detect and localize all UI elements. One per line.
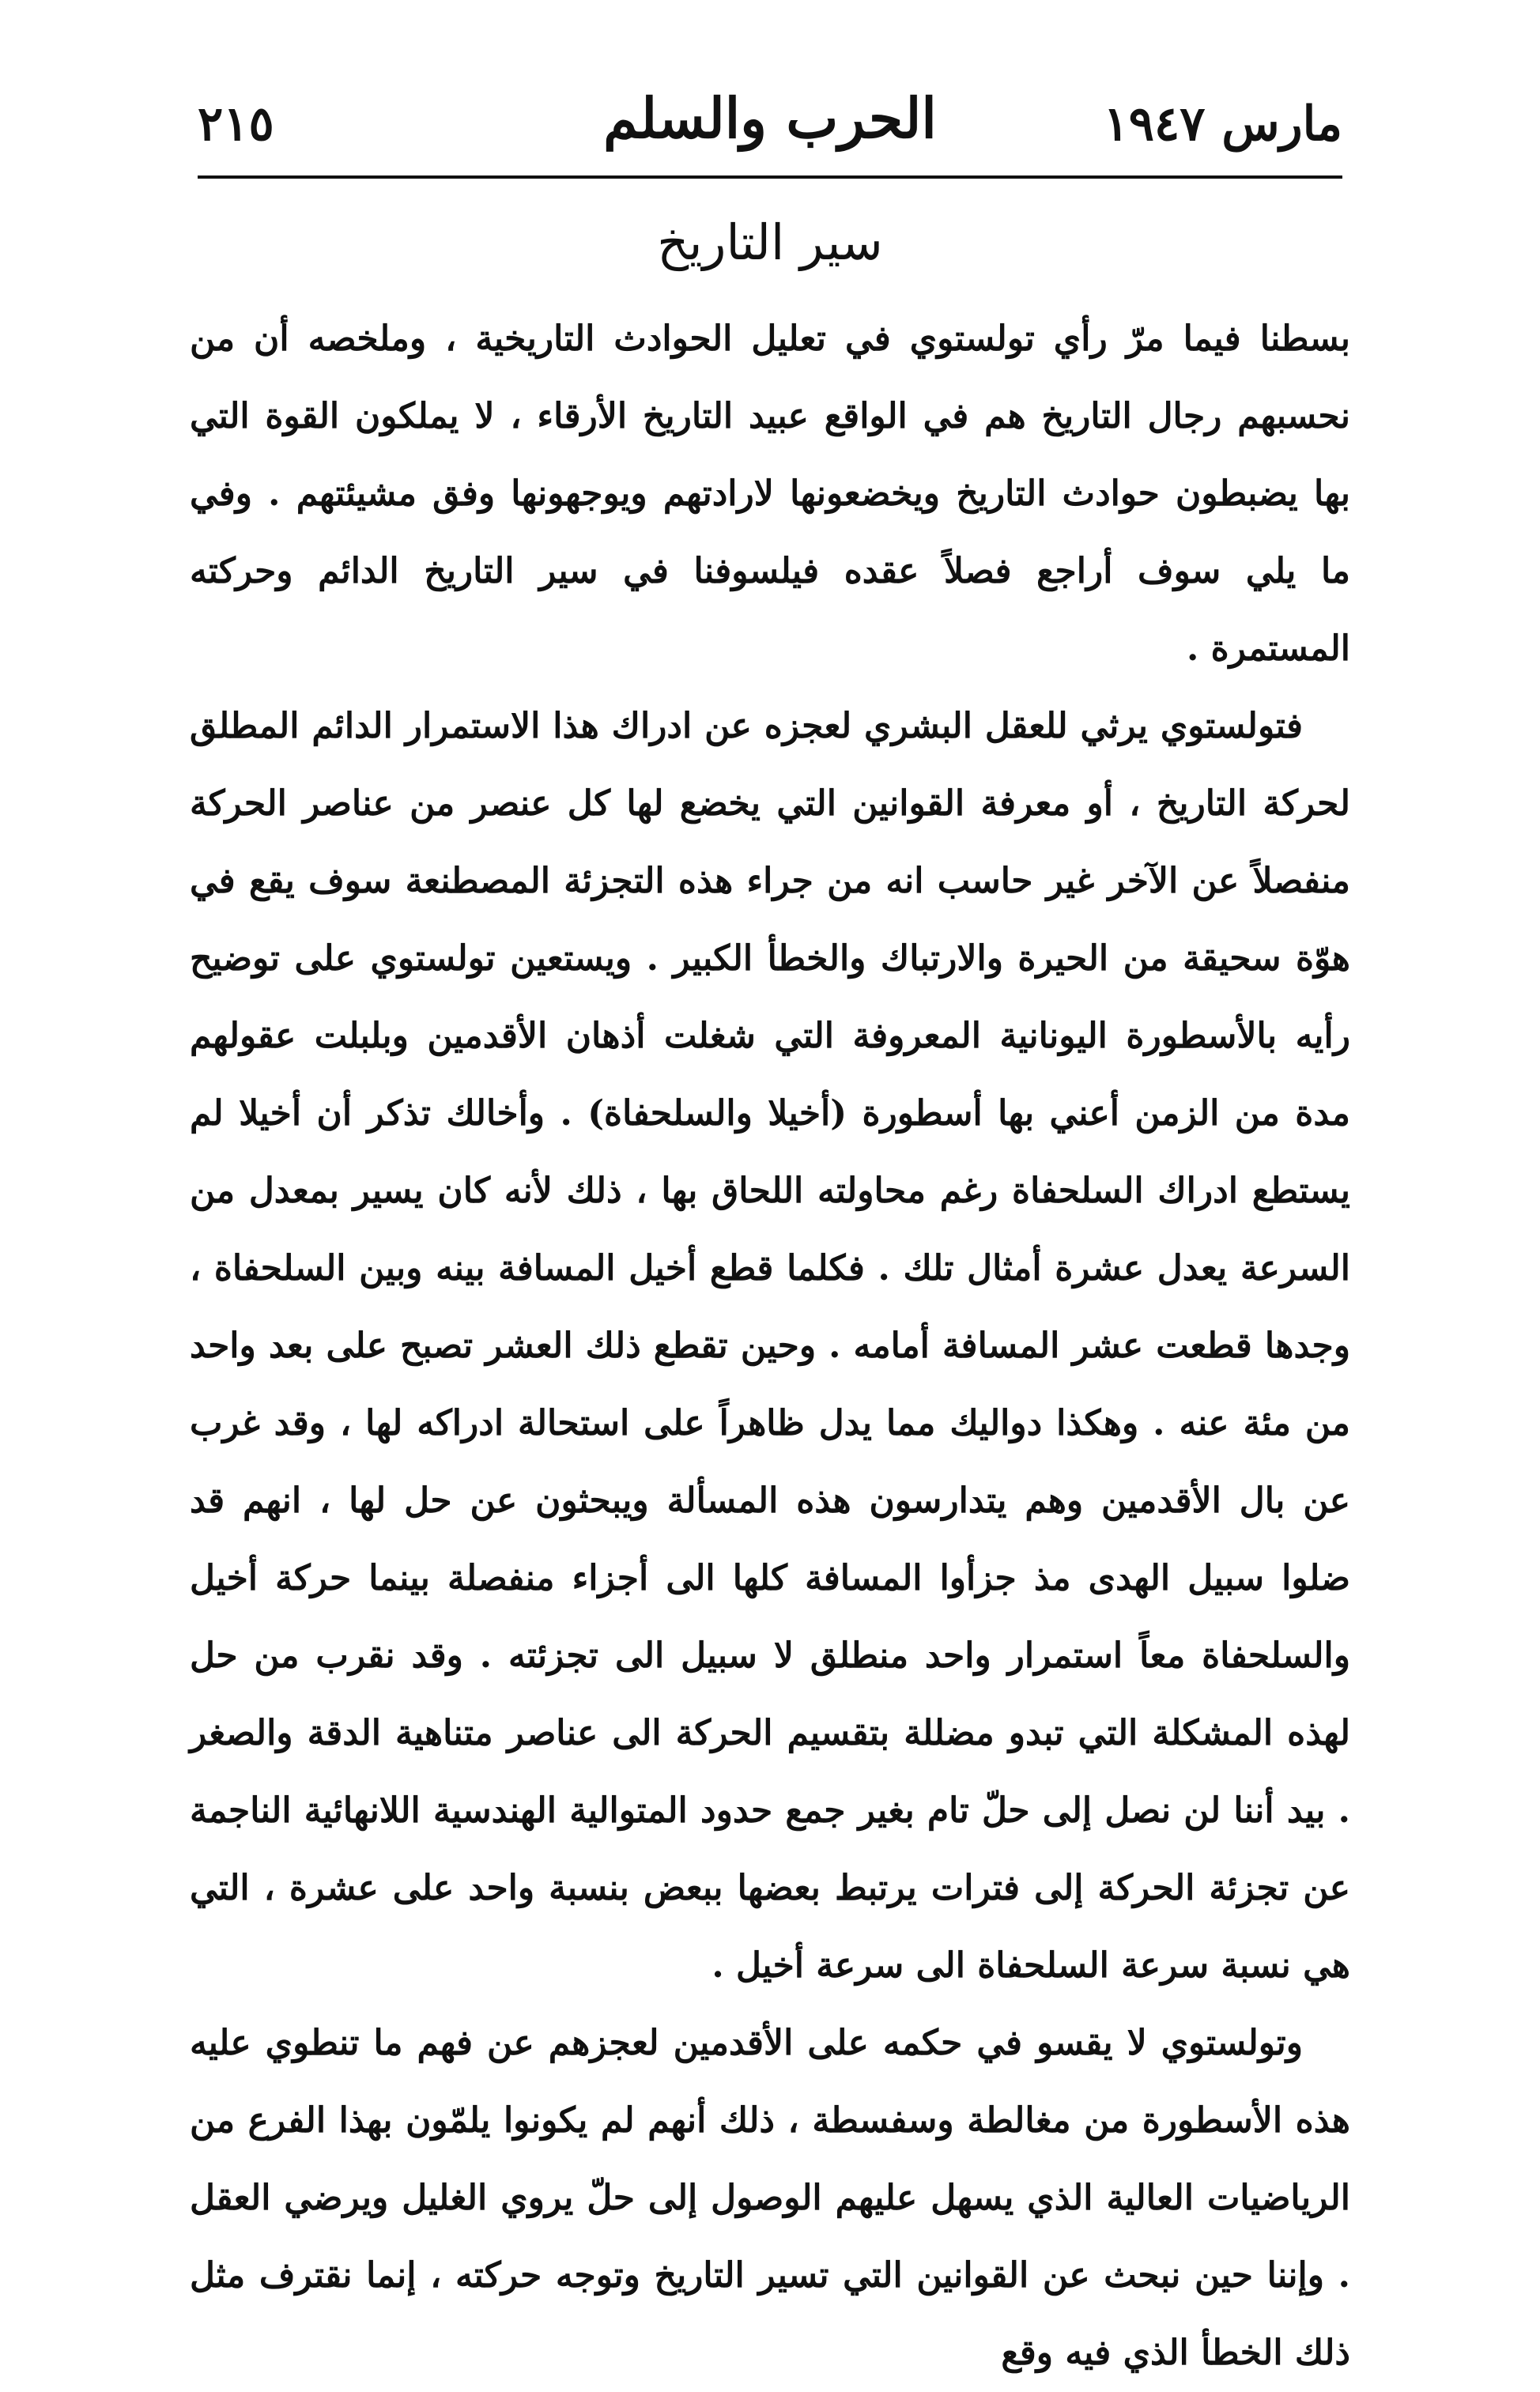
section-title: سير التاريخ [657,213,883,271]
page-number: ٢١٥ [198,96,274,152]
body-text [190,300,1350,2392]
paragraph-1: بسطنا فيما مرّ رأي تولستوي في تعليل الحوادث التاريخية ، وملخصه أن من نحسبهم رجال التاريخ هم في الواقع عبيد التاريخ الأرقاء ، لا يملكون القوة التي بها يضبطون حوادث التاريخ ويخضعونها لارادتهم ويوجهونها وفق مشيئتهم . وفي ما يلي سوف أراجع فصلاً عقده فيلسوفنا في سير التاريخ الدائم وحركته المستمرة . [190,319,1350,669]
header-date: مارس ١٩٤٧ [1103,96,1342,152]
header-title: الحرب والسلم [603,85,937,151]
paragraph-2: فتولستوي يرثي للعقل البشري لعجزه عن ادراك هذا الاستمرار الدائم المطلق لحركة التاريخ ، أو معرفة القوانين التي يخضع لها كل عنصر من عناصر الحركة منفصلاً عن الآخر غير حاسب انه من جراء هذه التجزئة المصطنعة سوف يقع في هوّة سحيقة من الحيرة والارتباك والخطأ الكبير . ويستعين تولستوي على توضيح رأيه بالأسطورة اليونانية المعروفة التي شغلت أذهان الأقدمين وبلبلت عقولهم مدة من الزمن أعني بها أسطورة (أخيلا والسلحفاة) . وأخالك تذكر أن أخيلا لم يستطع ادراك السلحفاة رغم محاولته اللحاق بها ، ذلك لأنه كان يسير بمعدل من السرعة يعدل عشرة أمثال تلك . فكلما قطع أخيل المسافة بينه وبين السلحفاة ، وجدها قطعت عشر المسافة أمامه . وحين تقطع ذلك العشر تصبح على بعد واحد من مئة عنه . وهكذا دواليك مما يدل ظاهراً على استحالة ادراكه لها ، وقد غرب عن بال الأقدمين وهم يتدارسون هذه المسألة ويبحثون عن حل لها ، انهم قد ضلوا سبيل الهدى مذ جزأوا المسافة كلها الى أجزاء منفصلة بينما حركة أخيل والسلحفاة معاً استمرار واحد منطلق لا سبيل الى تجزئته . وقد نقرب من حل لهذه المشكلة التي تبدو مضللة بتقسيم الحركة الى عناصر متناهية الدقة والصغر . بيد أننا لن نصل إلى حلّ تام بغير جمع حدود المتوالية الهندسية اللانهائية الناجمة عن تجزئة الحركة إلى فترات يرتبط بعضها ببعض بنسبة واحد على عشرة ، التي هي نسبة سرعة السلحفاة الى سرعة أخيل . [190,706,1350,1986]
page-header [198,85,1342,172]
paragraph-3: وتولستوي لا يقسو في حكمه على الأقدمين لعجزهم عن فهم ما تنطوي عليه هذه الأسطورة من مغالطة وسفسطة ، ذلك أنهم لم يكونوا يلمّون بهذا الفرع من الرياضيات العالية الذي يسهل عليهم الوصول إلى حلّ يروي الغليل ويرضي العقل . وإننا حين نبحث عن القوانين التي تسير التاريخ وتوجه حركته ، إنما نقترف مثل ذلك الخطأ الذي فيه وقع [190,2023,1350,2373]
header-rule [198,175,1342,179]
